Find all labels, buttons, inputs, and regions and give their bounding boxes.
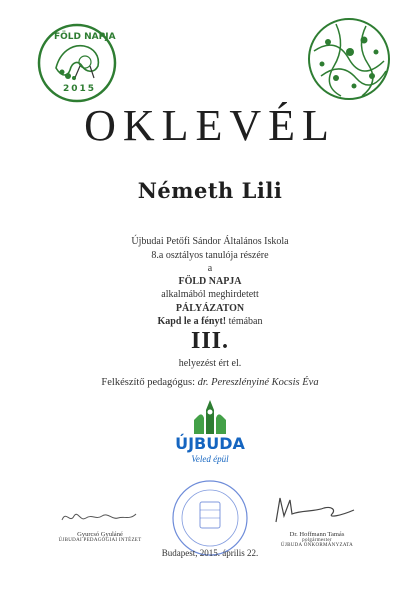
signature-left xyxy=(50,506,150,543)
class-line: 8.a osztályos tanulója részére xyxy=(151,250,269,261)
fold-napja-logo xyxy=(36,22,118,104)
signer-left-name: Gyurcsó Gyuláné xyxy=(77,531,123,538)
logo-text-bottom: 2015 xyxy=(63,84,97,94)
logo-text-top: FÖLD NAPJA xyxy=(54,32,116,42)
handwritten-signature-left xyxy=(50,506,150,526)
handwritten-signature-right xyxy=(262,492,372,526)
teacher-line xyxy=(0,377,420,388)
ujbuda-logo xyxy=(170,398,250,470)
teacher-label: Felkészítő pedagógus: xyxy=(101,377,198,388)
achievement-line: helyezést ért el. xyxy=(178,358,242,369)
signer-right-name: Dr. Hoffmann Tamás xyxy=(289,531,345,538)
document-title: OKLEVÉL xyxy=(84,101,336,150)
event-name: FÖLD NAPJA xyxy=(178,276,242,287)
contest-label: PÁLYÁZATON xyxy=(175,303,245,314)
ujbuda-wordmark: ÚJBUDA xyxy=(175,434,245,453)
placement: III. xyxy=(190,328,230,354)
ujbuda-slogan: Veled épül xyxy=(191,454,229,464)
place-date: Budapest, 2015. április 22. xyxy=(161,548,259,558)
theme-line xyxy=(0,316,420,327)
teacher-name: dr. Pereszlényiné Kocsis Éva xyxy=(197,377,319,388)
official-stamp xyxy=(170,478,250,558)
school-name: Újbudai Petőfi Sándor Általános Iskola xyxy=(131,236,289,247)
globe-emblem xyxy=(306,16,392,102)
church-icon xyxy=(170,398,250,436)
signer-left-role: ÚJBUDAI PEDAGÓGIAI INTÉZET xyxy=(58,538,142,543)
signature-right xyxy=(262,492,372,548)
theme-title: Kapd le a fényt! xyxy=(157,316,227,327)
theme-suffix: témában xyxy=(226,316,263,327)
a-line: a xyxy=(207,263,213,274)
signer-right-role2: ÚJBUDA ÖNKORMÁNYZATA xyxy=(280,543,354,548)
event-sub: alkalmából meghirdetett xyxy=(161,289,259,300)
signer-right-role1: polgármester xyxy=(302,538,332,543)
recipient-name: Németh Lili xyxy=(137,178,283,203)
